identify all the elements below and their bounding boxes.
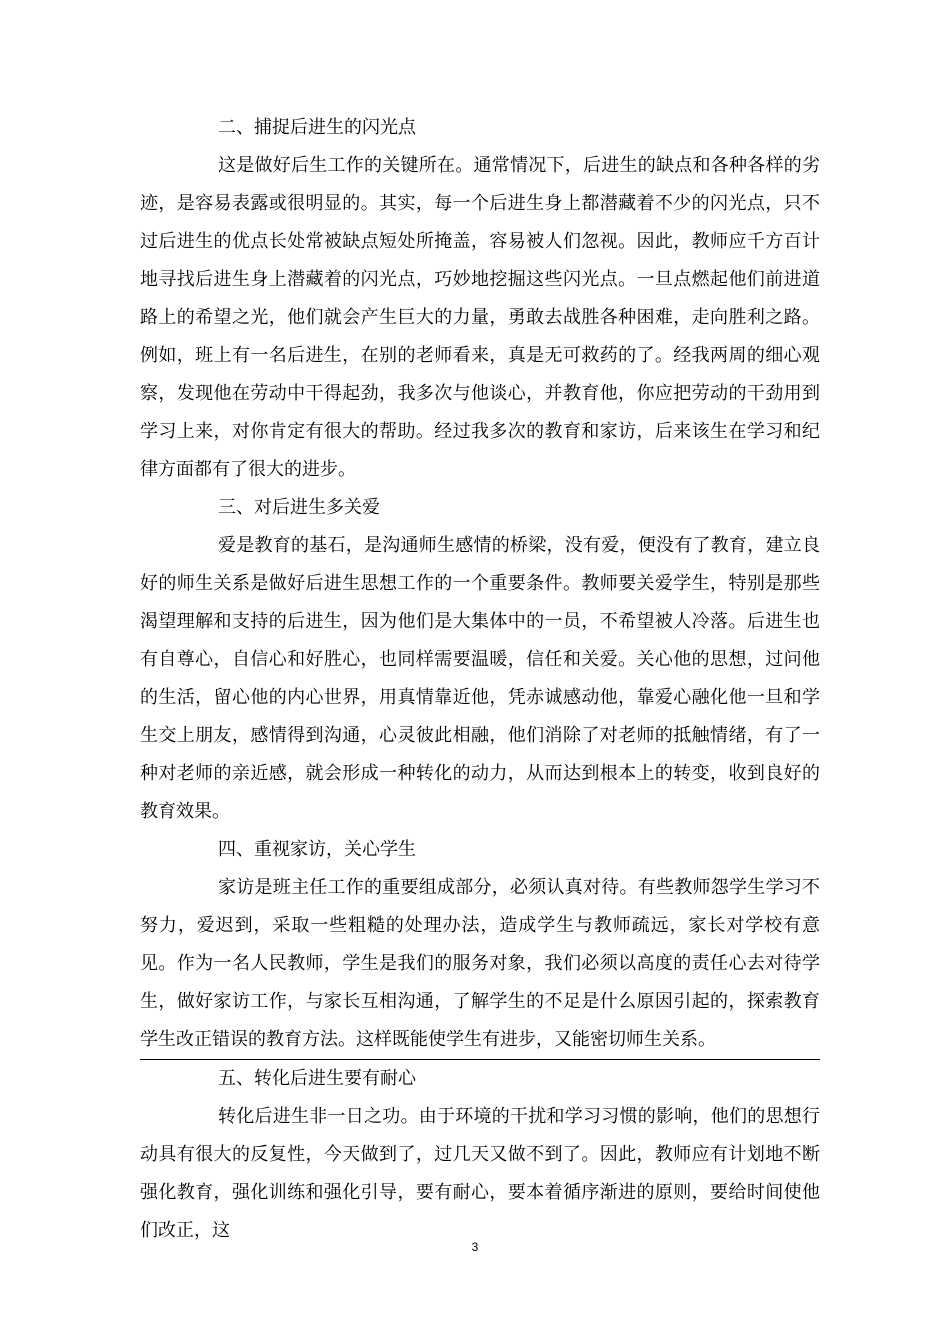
document-body [140,109,820,1250]
section-paragraph-5: 转化后进生非一日之功。由于环境的干扰和学习习惯的影响，他们的思想行动具有很大的反复性，今天做到了，过几天又做不到了。因此，教师应有计划地不断强化教育，强化训练和强化引导，要有耐心，要本着循序渐进的原则，要给时间使他们改正，这 [140,1106,820,1241]
section-paragraph-4: 家访是班主任工作的重要组成部分，必须认真对待。有些教师怨学生学习不努力，爱迟到，采取一些粗糙的处理办法，造成学生与教师疏远，家长对学校有意见。作为一名人民教师，学生是我们的服务对象，我们必须以高度的责任心去对待学生，做好家访工作，与家长互相沟通，了解学生的不足是什么原因引起的，探索教育学生改正错误的教育方法。这样既能使学生有进步，又能密切师生关系。 [140,877,820,1050]
section-heading-4: 四、重视家访，关心学生 [218,839,416,860]
page-number: 3 [471,1240,479,1254]
section-paragraph-2: 这是做好后生工作的关键所在。通常情况下，后进生的缺点和各种各样的劣迹，是容易表露或很明显的。其实，每一个后进生身上都潜藏着不少的闪光点，只不过后进生的优点长处常被缺点短处所掩盖，容易被人们忽视。因此，教师应千方百计地寻找后进生身上潜藏着的闪光点，巧妙地挖掘这些闪光点。一旦点燃起他们前进道路上的希望之光，他们就会产生巨大的力量，勇敢去战胜各种困难，走向胜利之路。例如，班上有一名后进生，在别的老师看来，真是无可救药的了。经我两周的细心观察，发现他在劳动中干得起劲，我多次与他谈心，并教育他，你应把劳动的干劲用到学习上来，对你肯定有很大的帮助。经过我多次的教育和家访，后来该生在学习和纪律方面都有了很大的进步。 [140,155,820,480]
section-heading-5: 五、转化后进生要有耐心 [218,1068,416,1089]
section-heading-2: 二、捕捉后进生的闪光点 [218,117,416,138]
section-heading-3: 三、对后进生多关爱 [218,497,380,518]
section-paragraph-3: 爱是教育的基石，是沟通师生感情的桥梁，没有爱，便没有了教育，建立良好的师生关系是做好后进生思想工作的一个重要条件。教师要关爱学生，特别是那些渴望理解和支持的后进生，因为他们是大集体中的一员，不希望被人冷落。后进生也有自尊心，自信心和好胜心，也同样需要温暖，信任和关爱。关心他的思想，过问他的生活，留心他的内心世界，用真情靠近他，凭赤诚感动他，靠爱心融化他一旦和学生交上朋友，感情得到沟通，心灵彼此相融，他们消除了对老师的抵触情绪，有了一种对老师的亲近感，就会形成一种转化的动力，从而达到根本上的转变，收到良好的教育效果。 [140,535,820,822]
